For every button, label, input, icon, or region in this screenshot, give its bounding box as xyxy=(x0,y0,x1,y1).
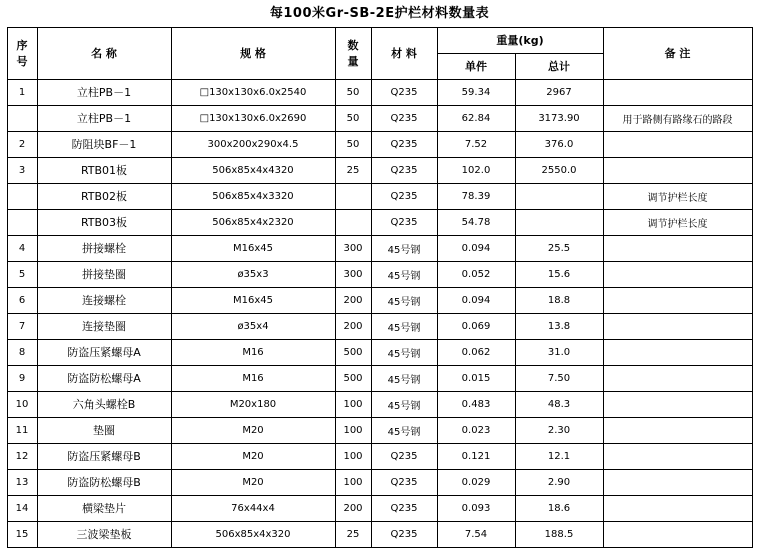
cell-spec: M20 xyxy=(171,469,335,495)
cell-quantity: 50 xyxy=(335,131,371,157)
cell-unit-weight: 59.34 xyxy=(437,79,515,105)
cell-remark xyxy=(603,365,752,391)
cell-name: 连接垫圈 xyxy=(37,313,171,339)
cell-quantity: 50 xyxy=(335,105,371,131)
cell-quantity xyxy=(335,209,371,235)
cell-seq xyxy=(7,209,37,235)
cell-unit-weight: 0.094 xyxy=(437,235,515,261)
cell-total-weight: 48.3 xyxy=(515,391,603,417)
cell-total-weight: 12.1 xyxy=(515,443,603,469)
cell-seq: 13 xyxy=(7,469,37,495)
cell-remark xyxy=(603,443,752,469)
cell-material: Q235 xyxy=(371,495,437,521)
cell-unit-weight: 0.029 xyxy=(437,469,515,495)
cell-remark xyxy=(603,417,752,443)
cell-unit-weight: 0.052 xyxy=(437,261,515,287)
cell-name: 横梁垫片 xyxy=(37,495,171,521)
cell-unit-weight: 0.015 xyxy=(437,365,515,391)
cell-remark xyxy=(603,261,752,287)
cell-material: Q235 xyxy=(371,157,437,183)
cell-unit-weight: 0.093 xyxy=(437,495,515,521)
cell-material: 45号钢 xyxy=(371,287,437,313)
table-row xyxy=(7,469,752,495)
cell-seq: 2 xyxy=(7,131,37,157)
table-header xyxy=(7,27,752,79)
cell-spec: □130x130x6.0x2690 xyxy=(171,105,335,131)
cell-total-weight: 2.90 xyxy=(515,469,603,495)
cell-total-weight: 31.0 xyxy=(515,339,603,365)
cell-remark xyxy=(603,287,752,313)
cell-quantity: 100 xyxy=(335,391,371,417)
cell-total-weight: 18.8 xyxy=(515,287,603,313)
cell-quantity: 50 xyxy=(335,79,371,105)
cell-remark xyxy=(603,521,752,547)
cell-unit-weight: 7.52 xyxy=(437,131,515,157)
cell-remark xyxy=(603,235,752,261)
column-header-name: 名 称 xyxy=(37,27,171,79)
cell-spec: 300x200x290x4.5 xyxy=(171,131,335,157)
cell-spec: 506x85x4x2320 xyxy=(171,209,335,235)
cell-seq: 14 xyxy=(7,495,37,521)
cell-name: 连接螺栓 xyxy=(37,287,171,313)
cell-unit-weight: 62.84 xyxy=(437,105,515,131)
table-row xyxy=(7,417,752,443)
cell-material: Q235 xyxy=(371,105,437,131)
cell-remark xyxy=(603,469,752,495)
cell-unit-weight: 0.121 xyxy=(437,443,515,469)
cell-name: 立柱PB－1 xyxy=(37,79,171,105)
table-row xyxy=(7,105,752,131)
cell-spec: M16 xyxy=(171,365,335,391)
cell-total-weight xyxy=(515,209,603,235)
cell-remark xyxy=(603,157,752,183)
cell-total-weight: 13.8 xyxy=(515,313,603,339)
cell-spec: M20 xyxy=(171,417,335,443)
cell-remark: 用于路侧有路缘石的路段 xyxy=(603,105,752,131)
cell-unit-weight: 7.54 xyxy=(437,521,515,547)
cell-spec: M16x45 xyxy=(171,235,335,261)
cell-name: RTB03板 xyxy=(37,209,171,235)
cell-quantity: 500 xyxy=(335,365,371,391)
table-row xyxy=(7,235,752,261)
column-header-seq-line2: 号 xyxy=(16,55,28,69)
cell-quantity: 25 xyxy=(335,157,371,183)
cell-seq: 10 xyxy=(7,391,37,417)
cell-material: Q235 xyxy=(371,209,437,235)
table-row xyxy=(7,339,752,365)
cell-material: 45号钢 xyxy=(371,417,437,443)
cell-remark xyxy=(603,313,752,339)
cell-total-weight: 3173.90 xyxy=(515,105,603,131)
cell-seq: 6 xyxy=(7,287,37,313)
cell-seq: 9 xyxy=(7,365,37,391)
cell-quantity: 200 xyxy=(335,287,371,313)
cell-name: 立柱PB－1 xyxy=(37,105,171,131)
cell-total-weight: 2.30 xyxy=(515,417,603,443)
table-row xyxy=(7,521,752,547)
cell-seq: 5 xyxy=(7,261,37,287)
cell-total-weight xyxy=(515,183,603,209)
table-row xyxy=(7,365,752,391)
cell-unit-weight: 54.78 xyxy=(437,209,515,235)
column-header-spec: 规 格 xyxy=(171,27,335,79)
cell-name: 防盗防松螺母B xyxy=(37,469,171,495)
table-row xyxy=(7,79,752,105)
cell-remark xyxy=(603,79,752,105)
column-header-weight-unit: 单件 xyxy=(437,53,515,79)
cell-spec: □130x130x6.0x2540 xyxy=(171,79,335,105)
cell-name: 防阻块BF－1 xyxy=(37,131,171,157)
cell-total-weight: 188.5 xyxy=(515,521,603,547)
cell-seq: 7 xyxy=(7,313,37,339)
cell-total-weight: 376.0 xyxy=(515,131,603,157)
cell-spec: M16 xyxy=(171,339,335,365)
cell-quantity: 500 xyxy=(335,339,371,365)
cell-spec: M20 xyxy=(171,443,335,469)
cell-remark: 调节护栏长度 xyxy=(603,209,752,235)
column-header-remark: 备 注 xyxy=(603,27,752,79)
cell-remark xyxy=(603,391,752,417)
cell-spec: 506x85x4x320 xyxy=(171,521,335,547)
cell-material: Q235 xyxy=(371,443,437,469)
cell-seq: 3 xyxy=(7,157,37,183)
cell-quantity: 25 xyxy=(335,521,371,547)
cell-seq: 1 xyxy=(7,79,37,105)
table-row xyxy=(7,313,752,339)
table-row xyxy=(7,261,752,287)
column-header-material: 材 料 xyxy=(371,27,437,79)
cell-material: 45号钢 xyxy=(371,235,437,261)
cell-spec: M16x45 xyxy=(171,287,335,313)
cell-remark: 调节护栏长度 xyxy=(603,183,752,209)
table-body xyxy=(7,79,752,547)
cell-material: 45号钢 xyxy=(371,365,437,391)
table-row xyxy=(7,131,752,157)
cell-spec: M20x180 xyxy=(171,391,335,417)
cell-name: 三波梁垫板 xyxy=(37,521,171,547)
cell-quantity: 200 xyxy=(335,313,371,339)
cell-remark xyxy=(603,339,752,365)
cell-spec: 506x85x4x4320 xyxy=(171,157,335,183)
cell-seq: 8 xyxy=(7,339,37,365)
cell-seq: 11 xyxy=(7,417,37,443)
cell-material: Q235 xyxy=(371,521,437,547)
column-header-quantity xyxy=(335,27,371,79)
cell-seq xyxy=(7,105,37,131)
column-header-seq-line1: 序 xyxy=(16,39,28,53)
cell-total-weight: 25.5 xyxy=(515,235,603,261)
cell-spec: 506x85x4x3320 xyxy=(171,183,335,209)
cell-seq: 12 xyxy=(7,443,37,469)
cell-spec: ø35x4 xyxy=(171,313,335,339)
cell-name: 拼接螺栓 xyxy=(37,235,171,261)
cell-material: Q235 xyxy=(371,469,437,495)
cell-total-weight: 2550.0 xyxy=(515,157,603,183)
cell-name: 六角头螺栓B xyxy=(37,391,171,417)
table-row xyxy=(7,183,752,209)
column-header-quantity-line1: 数 xyxy=(347,39,359,53)
cell-seq: 15 xyxy=(7,521,37,547)
cell-material: Q235 xyxy=(371,183,437,209)
cell-name: 防盗压紧螺母A xyxy=(37,339,171,365)
cell-quantity: 300 xyxy=(335,261,371,287)
cell-name: 拼接垫圈 xyxy=(37,261,171,287)
table-row xyxy=(7,209,752,235)
table-row xyxy=(7,287,752,313)
cell-remark xyxy=(603,131,752,157)
cell-quantity: 100 xyxy=(335,417,371,443)
cell-unit-weight: 78.39 xyxy=(437,183,515,209)
cell-name: 垫圈 xyxy=(37,417,171,443)
cell-spec: 76x44x4 xyxy=(171,495,335,521)
cell-name: 防盗压紧螺母B xyxy=(37,443,171,469)
cell-quantity xyxy=(335,183,371,209)
cell-quantity: 200 xyxy=(335,495,371,521)
cell-material: Q235 xyxy=(371,79,437,105)
cell-unit-weight: 0.062 xyxy=(437,339,515,365)
cell-seq xyxy=(7,183,37,209)
column-header-seq xyxy=(7,27,37,79)
cell-name: RTB01板 xyxy=(37,157,171,183)
cell-remark xyxy=(603,495,752,521)
cell-total-weight: 2967 xyxy=(515,79,603,105)
cell-name: RTB02板 xyxy=(37,183,171,209)
cell-quantity: 100 xyxy=(335,469,371,495)
table-row xyxy=(7,157,752,183)
cell-unit-weight: 0.069 xyxy=(437,313,515,339)
cell-quantity: 100 xyxy=(335,443,371,469)
cell-material: 45号钢 xyxy=(371,391,437,417)
cell-material: 45号钢 xyxy=(371,313,437,339)
column-header-quantity-line2: 量 xyxy=(347,55,359,69)
column-header-weight-total: 总计 xyxy=(515,53,603,79)
cell-material: Q235 xyxy=(371,131,437,157)
page-title: 每100米Gr-SB-2E护栏材料数量表 xyxy=(269,6,490,21)
cell-seq: 4 xyxy=(7,235,37,261)
cell-material: 45号钢 xyxy=(371,339,437,365)
cell-total-weight: 7.50 xyxy=(515,365,603,391)
cell-quantity: 300 xyxy=(335,235,371,261)
table-row xyxy=(7,495,752,521)
cell-unit-weight: 0.023 xyxy=(437,417,515,443)
cell-unit-weight: 102.0 xyxy=(437,157,515,183)
cell-name: 防盗防松螺母A xyxy=(37,365,171,391)
table-row xyxy=(7,443,752,469)
table-row xyxy=(7,391,752,417)
cell-spec: ø35x3 xyxy=(171,261,335,287)
material-quantity-table xyxy=(7,27,753,548)
cell-unit-weight: 0.483 xyxy=(437,391,515,417)
cell-total-weight: 15.6 xyxy=(515,261,603,287)
column-header-weight-group: 重量(kg) xyxy=(437,27,603,53)
table-header-row-1 xyxy=(7,27,752,53)
cell-total-weight: 18.6 xyxy=(515,495,603,521)
cell-unit-weight: 0.094 xyxy=(437,287,515,313)
cell-material: 45号钢 xyxy=(371,261,437,287)
